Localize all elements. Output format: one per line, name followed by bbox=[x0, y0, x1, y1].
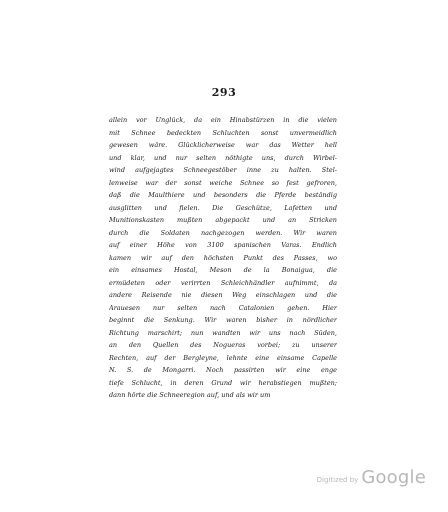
text-line: an den Quellen des Nogueras vorbei; zu unserer bbox=[109, 341, 337, 349]
text-line: andere Reisende nie diesen Weg einschlagen und die bbox=[109, 291, 337, 299]
text-line: lenweise war der sonst weiche Schnee so fest gefroren, bbox=[109, 178, 337, 187]
text-line: ein einsames Hostal, Meson de la Bonaigua, die bbox=[109, 266, 337, 274]
page-number: 293 bbox=[211, 86, 237, 99]
watermark-prefix: Digitized by bbox=[316, 476, 359, 484]
text-line: ausglitten und fielen. Die Geschütze, Lafetten und bbox=[109, 203, 337, 212]
digitized-by-google-watermark bbox=[316, 464, 426, 490]
text-line: Rechten, auf der Bergleyne, lehnte eine einsame Capelle bbox=[109, 353, 337, 362]
text-line: N. S. de Mongarri. Noch passirten wir eine enge bbox=[109, 366, 337, 374]
text-line: durch die Soldaten nachgezogen werden. Wir waren bbox=[109, 228, 337, 237]
text-line: mit Schnee bedeckten Schluchten sonst unvermeidlich bbox=[109, 128, 337, 137]
text-line: dann hörte die Schneeregion auf, und als wir um bbox=[109, 391, 271, 399]
text-line: Munitionskasten mußten abgepackt und an Stricken bbox=[109, 216, 337, 224]
text-line: tiefe Schlucht, in deren Grund wir herabstiegen mußten; bbox=[109, 378, 337, 387]
google-logo: Google bbox=[361, 466, 426, 488]
text-line: kamen wir auf den höchsten Punkt des Passes, wo bbox=[109, 253, 337, 262]
text-line: Arauesen nur selten nach Catalonien gehen. Hier bbox=[109, 303, 337, 312]
text-line: gewesen wäre. Glücklicherweise war das Wetter hell bbox=[109, 141, 337, 149]
text-line: allein vor Unglück, da ein Hinabstürzen in die vielen bbox=[109, 116, 337, 124]
body-text bbox=[109, 114, 337, 402]
text-line: wind aufgejagtes Schneegestöber inne zu halten. Stel- bbox=[109, 166, 337, 174]
text-line: daß die Maulthiere und besonders die Pferde beständig bbox=[109, 191, 337, 199]
text-line: ermüdeten oder verirrten Schleichhändler aufnimmt, da bbox=[109, 278, 337, 287]
text-line: und klar, und nur selten nöthigte uns, durch Wirbel- bbox=[109, 153, 337, 162]
text-line: beginnt die Senkung. Wir waren bisher in nördlicher bbox=[109, 316, 337, 324]
text-line: Richtung marschirt; nun wandten wir uns nach Süden, bbox=[109, 328, 337, 337]
text-line: auf einer Höhe von 3100 spanischen Varas. Endlich bbox=[109, 241, 337, 249]
